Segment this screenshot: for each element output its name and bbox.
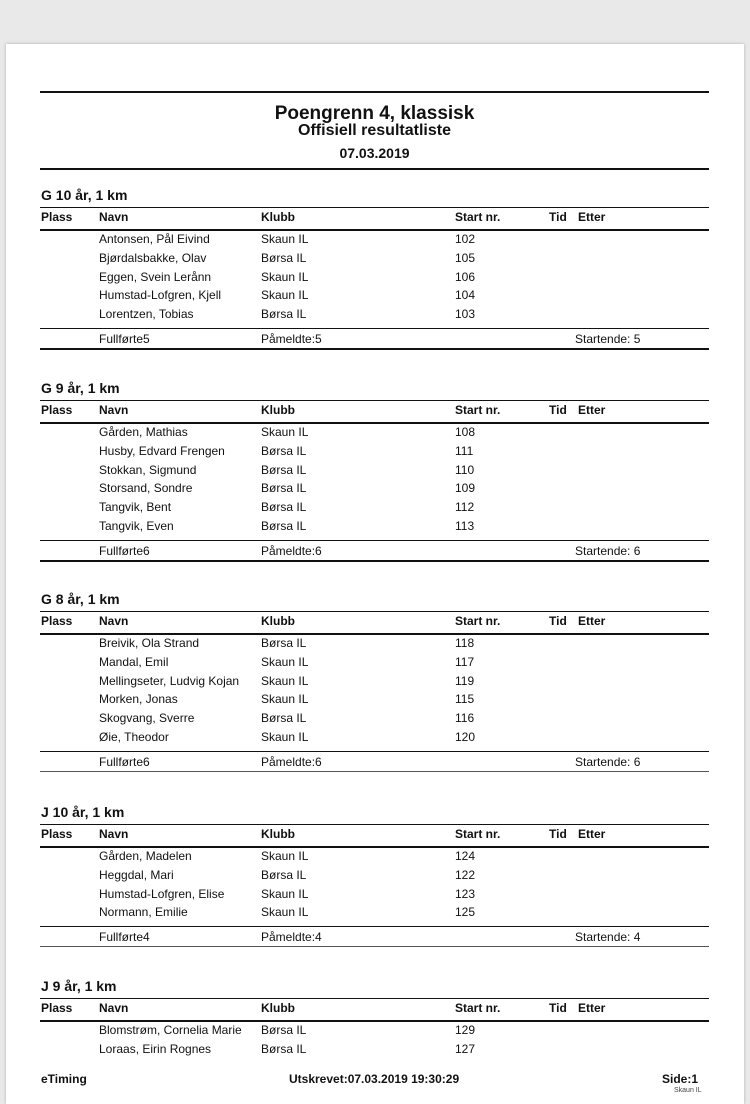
runner-start-number: 118: [455, 636, 475, 650]
col-header-klubb: Klubb: [261, 614, 295, 628]
runner-name: Stokkan, Sigmund: [99, 462, 197, 477]
section-title: J 9 år, 1 km: [41, 978, 117, 994]
table-row: [0, 868, 750, 887]
runner-name: Bjørdalsbakke, Olav: [99, 250, 207, 265]
runner-start-number: 123: [455, 886, 476, 901]
runner-club: Børsa IL: [261, 481, 307, 496]
runner-name: Gården, Mathias: [99, 425, 188, 439]
col-header-plass: Plass: [41, 1001, 73, 1015]
runner-start-number: 102: [455, 232, 476, 246]
summary-bottom-rule: [40, 560, 709, 562]
runner-start-number: 129: [455, 1023, 476, 1037]
runner-name: Morken, Jonas: [99, 692, 178, 707]
runner-club: Skaun IL: [261, 425, 309, 439]
summary-startende: Startende: 4: [575, 930, 641, 945]
runner-start-number: 120: [455, 730, 476, 744]
summary-fullforte: Fullførte6: [99, 543, 150, 558]
header-bottom-rule: [40, 846, 709, 848]
runner-club: Skaun IL: [261, 288, 309, 303]
col-header-navn: Navn: [99, 1001, 129, 1015]
col-header-etter: Etter: [578, 1001, 606, 1015]
runner-club: Børsa IL: [261, 250, 307, 265]
table-row: [0, 425, 750, 444]
summary-top-rule: [40, 751, 709, 752]
col-header-plass: Plass: [41, 403, 73, 417]
runner-name: Antonsen, Pål Eivind: [99, 232, 210, 246]
table-row: [0, 655, 750, 674]
runner-name: Skogvang, Sverre: [99, 711, 195, 726]
runner-start-number: 104: [455, 288, 476, 303]
runner-club: Skaun IL: [261, 269, 309, 284]
col-header-plass: Plass: [41, 210, 73, 224]
runner-start-number: 111: [455, 443, 474, 458]
runner-name: Normann, Emilie: [99, 905, 188, 920]
table-row: [0, 270, 750, 289]
runner-start-number: 124: [455, 849, 476, 863]
runner-start-number: 127: [455, 1041, 476, 1056]
runner-club: Børsa IL: [261, 867, 307, 882]
table-row: [0, 730, 750, 749]
runner-start-number: 109: [455, 481, 476, 496]
col-header-etter: Etter: [578, 210, 606, 224]
table-row: [0, 444, 750, 463]
summary-top-rule: [40, 926, 709, 927]
runner-start-number: 117: [455, 654, 475, 669]
col-header-tid: Tid: [549, 827, 567, 841]
table-row: [0, 500, 750, 519]
runner-club: Skaun IL: [261, 673, 309, 688]
runner-club: Børsa IL: [261, 711, 307, 726]
col-header-tid: Tid: [549, 1001, 567, 1015]
col-header-klubb: Klubb: [261, 403, 295, 417]
event-subtitle: Offisiell resultatliste: [298, 122, 451, 139]
summary-startende: Startende: 5: [575, 332, 641, 346]
runner-club: Skaun IL: [261, 232, 309, 246]
runner-start-number: 125: [455, 905, 476, 920]
table-row: [0, 711, 750, 730]
col-header-etter: Etter: [578, 827, 606, 841]
summary-fullforte: Fullførte5: [99, 332, 150, 346]
runner-name: Tangvik, Bent: [99, 500, 172, 515]
runner-club: Børsa IL: [261, 636, 307, 650]
runner-name: Mandal, Emil: [99, 654, 169, 669]
section-title: J 10 år, 1 km: [41, 804, 125, 820]
section-top-rule: [40, 824, 709, 825]
runner-club: Børsa IL: [261, 462, 307, 477]
runner-name: Heggdal, Mari: [99, 867, 174, 882]
table-row: [0, 288, 750, 307]
runner-club: Børsa IL: [261, 519, 307, 533]
runner-start-number: 110: [455, 462, 475, 477]
runner-start-number: 108: [455, 425, 476, 439]
summary-bottom-rule: [40, 771, 709, 772]
runner-name: Eggen, Svein Lerånn: [99, 269, 212, 284]
summary-top-rule: [40, 328, 709, 329]
runner-club: Børsa IL: [261, 1041, 307, 1056]
summary-pameldte: Påmeldte:5: [261, 332, 322, 346]
runner-name: Humstad-Lofgren, Elise: [99, 886, 225, 901]
col-header-navn: Navn: [99, 614, 129, 628]
summary-startende: Startende: 6: [575, 543, 641, 558]
table-row: [0, 481, 750, 500]
event-title: Poengrenn 4, klassisk: [274, 103, 475, 124]
summary-startende: Startende: 6: [575, 754, 641, 769]
runner-start-number: 105: [455, 250, 476, 265]
col-header-klubb: Klubb: [261, 827, 295, 841]
runner-name: Gården, Madelen: [99, 849, 192, 863]
runner-start-number: 112: [455, 500, 475, 515]
runner-start-number: 103: [455, 307, 476, 322]
table-row: [0, 519, 750, 538]
summary-top-rule: [40, 540, 709, 541]
title-bottom-rule: [40, 168, 709, 170]
section-top-rule: [40, 400, 709, 401]
table-row: [0, 674, 750, 693]
section-title: G 9 år, 1 km: [41, 380, 120, 396]
col-header-plass: Plass: [41, 827, 73, 841]
col-header-etter: Etter: [578, 614, 606, 628]
col-header-plass: Plass: [41, 614, 73, 628]
summary-fullforte: Fullførte6: [99, 754, 150, 769]
runner-start-number: 122: [455, 867, 476, 882]
header-bottom-rule: [40, 1020, 709, 1022]
summary-fullforte: Fullførte4: [99, 930, 150, 945]
runner-name: Øie, Theodor: [99, 730, 169, 744]
runner-name: Lorentzen, Tobias: [99, 307, 194, 322]
runner-name: Loraas, Eirin Rognes: [99, 1041, 212, 1056]
col-header-tid: Tid: [549, 210, 567, 224]
runner-name: Tangvik, Even: [99, 519, 174, 533]
table-row: [0, 887, 750, 906]
footer-page-number: Side:1: [662, 1072, 699, 1086]
table-row: [0, 251, 750, 270]
col-header-start: Start nr.: [455, 1001, 501, 1015]
col-header-start: Start nr.: [455, 403, 501, 417]
runner-name: Humstad-Lofgren, Kjell: [99, 288, 222, 303]
col-header-start: Start nr.: [455, 614, 501, 628]
event-date: 07.03.2019: [339, 145, 410, 161]
col-header-navn: Navn: [99, 210, 129, 224]
footer-printed: Utskrevet:07.03.2019 19:30:29: [289, 1072, 460, 1086]
runner-club: Skaun IL: [261, 692, 309, 707]
runner-club: Børsa IL: [261, 443, 307, 458]
col-header-klubb: Klubb: [261, 210, 295, 224]
table-row: [0, 849, 750, 868]
runner-club: Skaun IL: [261, 730, 309, 744]
runner-club: Skaun IL: [261, 886, 309, 901]
runner-name: Husby, Edvard Frengen: [99, 443, 225, 458]
col-header-start: Start nr.: [455, 827, 501, 841]
runner-name: Mellingseter, Ludvig Kojan: [99, 673, 240, 688]
footer-brand: eTiming: [41, 1072, 87, 1086]
runner-name: Breivik, Ola Strand: [99, 636, 200, 650]
runner-start-number: 116: [455, 711, 475, 726]
runner-start-number: 113: [455, 519, 475, 533]
footer-corner-text: Skaun IL: [674, 1087, 702, 1094]
table-row: [0, 307, 750, 326]
table-row: [0, 692, 750, 711]
table-row: [0, 1042, 750, 1061]
header-bottom-rule: [40, 633, 709, 635]
col-header-tid: Tid: [549, 403, 567, 417]
col-header-navn: Navn: [99, 827, 129, 841]
summary-pameldte: Påmeldte:6: [261, 754, 322, 769]
runner-name: Blomstrøm, Cornelia Marie: [99, 1023, 242, 1037]
section-title: G 10 år, 1 km: [41, 187, 128, 203]
col-header-start: Start nr.: [455, 210, 501, 224]
runner-club: Skaun IL: [261, 905, 309, 920]
col-header-klubb: Klubb: [261, 1001, 295, 1015]
runner-club: Børsa IL: [261, 307, 307, 322]
runner-start-number: 119: [455, 673, 475, 688]
section-title: G 8 år, 1 km: [41, 591, 120, 607]
table-row: [0, 463, 750, 482]
table-row: [0, 905, 750, 924]
section-top-rule: [40, 611, 709, 612]
summary-bottom-rule: [40, 946, 709, 947]
table-row: [0, 232, 750, 251]
runner-name: Storsand, Sondre: [99, 481, 193, 496]
header-bottom-rule: [40, 422, 709, 424]
title-block: [40, 0, 709, 180]
col-header-tid: Tid: [549, 614, 567, 628]
section-top-rule: [40, 998, 709, 999]
summary-pameldte: Påmeldte:4: [261, 930, 322, 945]
table-row: [0, 1023, 750, 1042]
results-page: [6, 44, 744, 1104]
section-top-rule: [40, 207, 709, 208]
runner-start-number: 106: [455, 269, 476, 284]
summary-pameldte: Påmeldte:6: [261, 543, 322, 558]
runner-start-number: 115: [455, 692, 475, 707]
runner-club: Skaun IL: [261, 654, 309, 669]
table-row: [0, 636, 750, 655]
col-header-navn: Navn: [99, 403, 129, 417]
col-header-etter: Etter: [578, 403, 606, 417]
runner-club: Børsa IL: [261, 1023, 307, 1037]
runner-club: Børsa IL: [261, 500, 307, 515]
header-bottom-rule: [40, 229, 709, 231]
summary-bottom-rule: [40, 348, 709, 350]
runner-club: Skaun IL: [261, 849, 309, 863]
